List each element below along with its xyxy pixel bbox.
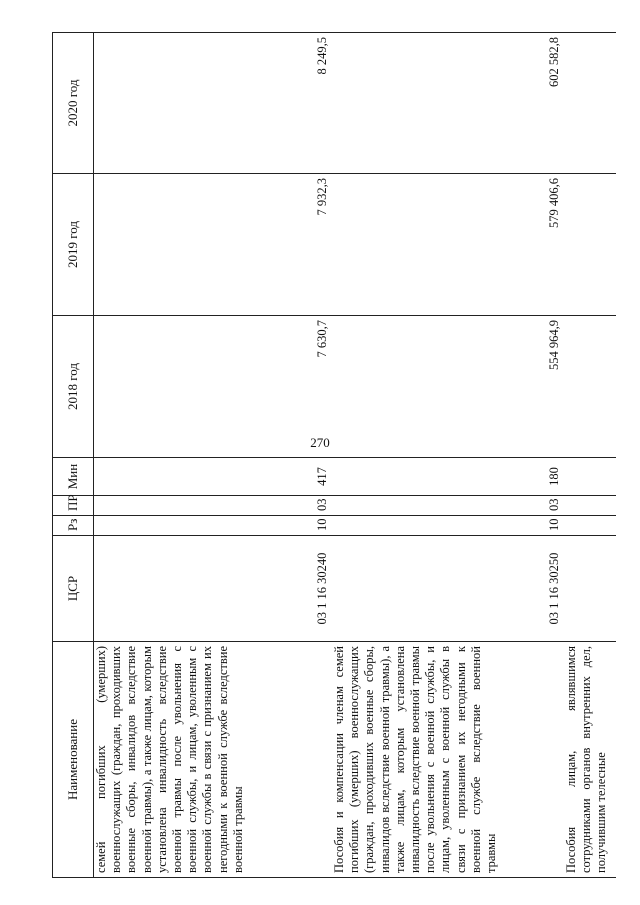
row-min: 180 [332, 458, 564, 496]
header-rz: Рз [53, 516, 94, 536]
row-2018: 7 630,7 [94, 316, 333, 458]
row-2019: 7 932,3 [94, 174, 333, 316]
row-rz: 10 [332, 516, 564, 536]
row-name: семей погибших (умерших) военнослужащих (граждан, проходивших военные сборы, инвалидов вследствие военной травмы), а также лицам, которым установлена инвалидность вследствие военной травмы после увольнения с военной службы, и лицам, уволенным с военной службы в связи с признанием их негодными к военной службе вследствие военной травмы [94, 642, 333, 878]
header-min: Мин [53, 458, 94, 496]
row-min: 417 [94, 458, 333, 496]
header-csr: ЦСР [53, 536, 94, 642]
row-csr: 03 1 16 30250 [332, 536, 564, 642]
row-2020 [564, 33, 616, 174]
row-name: Пособия лицам, являвшимся сотрудниками органов внутренних дел, получившим телесные [564, 642, 616, 878]
rotated-table-container [52, 33, 612, 878]
row-2020: 8 249,5 [94, 33, 333, 174]
header-2018: 2018 год [53, 316, 94, 458]
page-number: 270 [310, 435, 330, 450]
row-2018 [564, 316, 616, 458]
table-row [564, 33, 616, 878]
header-2019: 2019 год [53, 174, 94, 316]
table-row [332, 33, 564, 878]
row-pr: 03 [94, 496, 333, 516]
row-csr: 03 1 16 30240 [94, 536, 333, 642]
row-rz [564, 516, 616, 536]
row-pr [564, 496, 616, 516]
row-rz: 10 [94, 516, 333, 536]
header-pr: ПР [53, 496, 94, 516]
row-pr: 03 [332, 496, 564, 516]
header-row [53, 33, 94, 878]
budget-table [52, 32, 616, 878]
row-name: Пособия и компенсации членам семей погибших (умерших) военнослужащих (граждан, проходивших военные сборы, инвалидов вследствие военной травмы), а также лицам, которым установлена инвалидность вследствие военной травмы после увольнения с военной службы, и лицам, уволенным с военной службы в связи с признанием их негодными к военной службе вследствие военной травмы [332, 642, 564, 878]
header-name: Наименование [53, 642, 94, 878]
row-min [564, 458, 616, 496]
row-2019: 579 406,6 [332, 174, 564, 316]
row-2020: 602 582,8 [332, 33, 564, 174]
header-2020: 2020 год [53, 33, 94, 174]
row-2018: 554 964,9 [332, 316, 564, 458]
table-row [94, 33, 333, 878]
row-2019 [564, 174, 616, 316]
row-csr [564, 536, 616, 642]
